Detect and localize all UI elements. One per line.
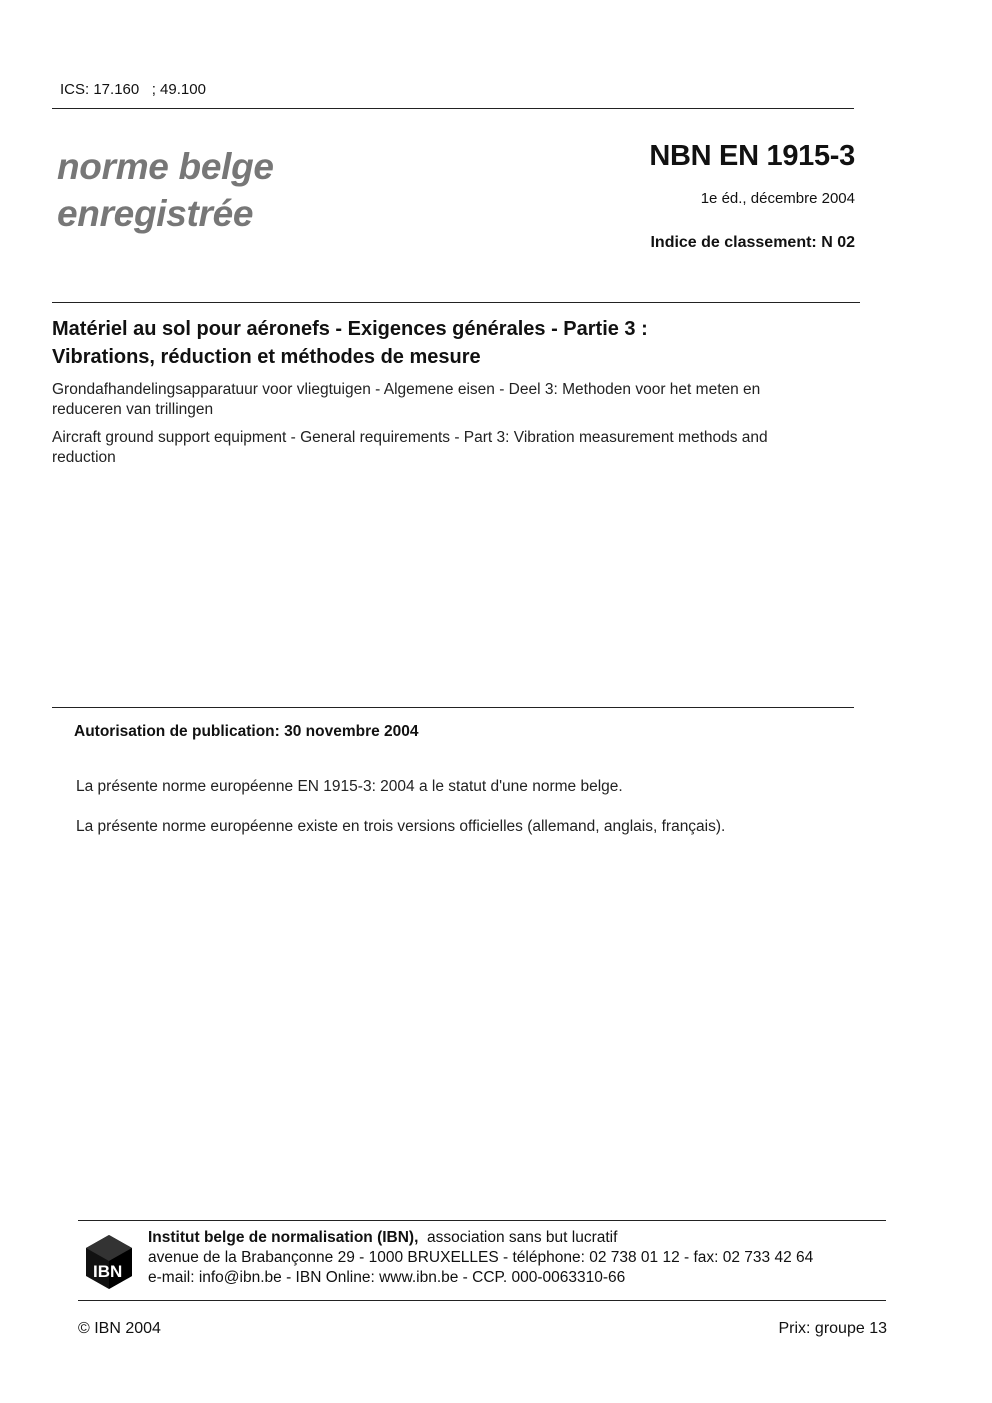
- norm-status-line-2: enregistrée: [57, 193, 254, 234]
- classification-index: Indice de classement: N 02: [650, 234, 855, 251]
- header-rule: [52, 108, 854, 109]
- title-rule: [52, 302, 860, 303]
- title-french-line-2: Vibrations, réduction et méthodes de mesure: [52, 346, 481, 368]
- institute-address: avenue de la Brabançonne 29 - 1000 BRUXELLES - téléphone: 02 738 01 12 - fax: 02 733 42 64: [148, 1249, 814, 1266]
- institute-name: Institut belge de normalisation (IBN),: [148, 1229, 419, 1246]
- institute-type: association sans but lucratif: [418, 1229, 618, 1246]
- norm-status-line-1: norme belge: [57, 146, 274, 187]
- title-dutch-line-2: reduceren van trillingen: [52, 401, 214, 418]
- institute-info: [148, 1228, 813, 1288]
- footer-bottom-rule: [78, 1300, 886, 1301]
- norm-status: [57, 143, 274, 237]
- body-rule: [52, 707, 854, 708]
- title-french-line-1: Matériel au sol pour aéronefs - Exigences générales - Partie 3 :: [52, 318, 648, 340]
- publication-authorisation: Autorisation de publication: 30 novembre 2004: [74, 723, 419, 740]
- ibn-logo-icon: [84, 1233, 134, 1291]
- institute-contact: e-mail: info@ibn.be - IBN Online: www.ibn.be - CCP. 000-0063310-66: [148, 1269, 626, 1286]
- copyright: © IBN 2004: [78, 1320, 161, 1337]
- edition-date: 1e éd., décembre 2004: [700, 190, 855, 207]
- title-english: [52, 428, 852, 468]
- institute-title-line: [148, 1228, 813, 1248]
- ics-codes: ICS: 17.160 ; 49.100: [60, 81, 206, 98]
- title-dutch: [52, 380, 852, 420]
- ibn-logo-text: IBN: [93, 1262, 123, 1281]
- title-dutch-line-1: Grondafhandelingsapparatuur voor vliegtuigen - Algemene eisen - Deel 3: Methoden voor het meten en: [52, 381, 761, 398]
- footer-top-rule: [78, 1220, 886, 1221]
- title-english-line-1: Aircraft ground support equipment - General requirements - Part 3: Vibration measurement methods and: [52, 429, 768, 446]
- price-group: Prix: groupe 13: [778, 1320, 887, 1337]
- statement-official-versions: La présente norme européenne existe en trois versions officielles (allemand, anglais, français).: [76, 818, 726, 835]
- standard-number: NBN EN 1915-3: [649, 140, 855, 172]
- statement-belgian-status: La présente norme européenne EN 1915-3: 2004 a le statut d'une norme belge.: [76, 778, 623, 795]
- title-french: [52, 315, 852, 371]
- title-english-line-2: reduction: [52, 449, 116, 466]
